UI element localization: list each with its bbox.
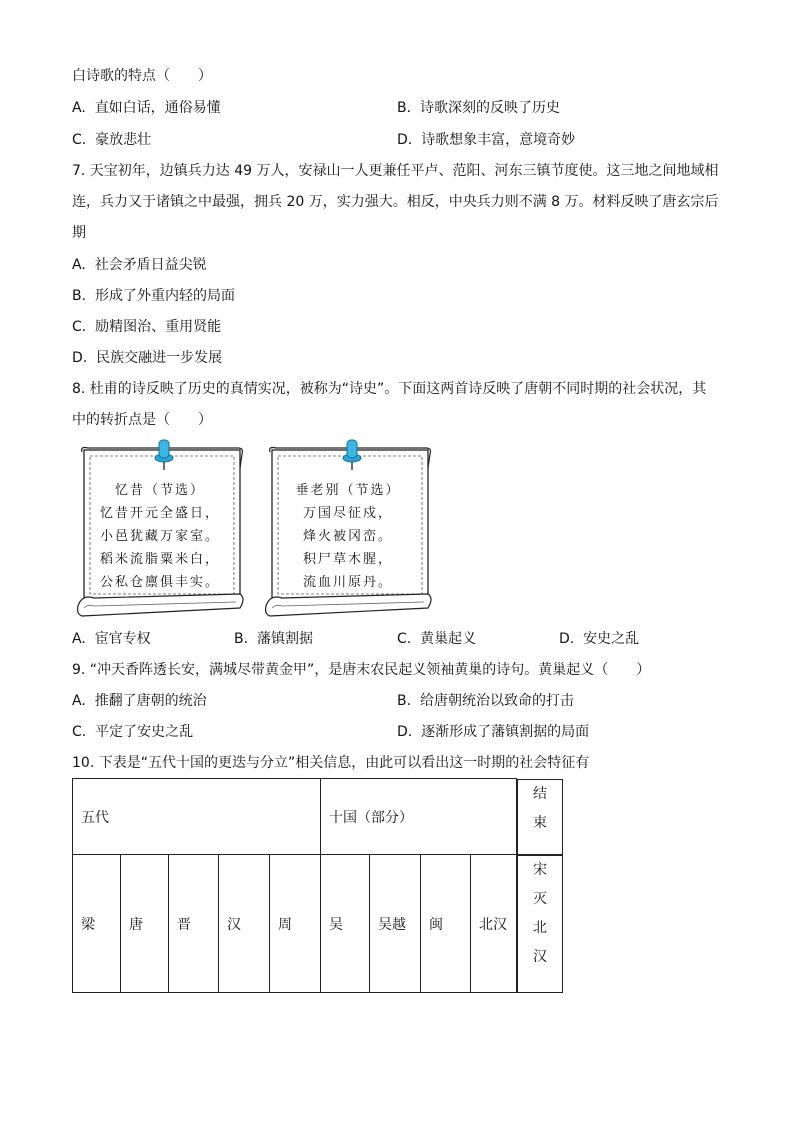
shiguo-cell: 闽 [421, 855, 471, 993]
q6-stem-tail: 白诗歌的特点（ ） [72, 68, 212, 84]
end-char-1: 宋 [533, 861, 547, 878]
option-label: A. [72, 100, 86, 116]
poem-2-line-4: 流血川原丹。 [302, 575, 393, 590]
q9-option-c[interactable] [72, 722, 193, 742]
q7-stem-line-1: 7. 天宝初年，边镇兵力达 49 万人，安禄山一人更兼任平卢、范阳、河东三镇节度使。这三地之间地域相 [72, 163, 719, 179]
q10-stem: 10. 下表是“五代十国的更迭与分立”相关信息，由此可以看出这一时期的社会特征有 [72, 755, 590, 771]
q8-stem-line-1: 8. 杜甫的诗反映了历史的真情实况，被称为“诗史”。下面这两首诗反映了唐朝不同时期的社会状况，其 [72, 381, 707, 397]
q9-stem: 9. “冲天香阵透长安，满城尽带黄金甲”，是唐末农民起义领袖黄巢的诗句。黄巢起义（ ） [72, 662, 651, 678]
q7-stem-line-2: 连，兵力又于诸镇之中最强，拥兵 20 万，实力强大。相反，中央兵力则不满 8 万。材料反映了唐玄宗后 [72, 194, 719, 210]
option-text: 社会矛盾日益尖锐 [94, 257, 207, 273]
shiguo-cell: 北汉 [471, 855, 517, 993]
option-label: D. [559, 631, 575, 647]
option-text: 民族交融进一步发展 [96, 350, 223, 366]
wudai-cell: 唐 [121, 855, 169, 993]
poem-1-line-4: 公私仓廪俱丰实。 [99, 575, 220, 590]
q8-stem-line-2: 中的转折点是（ ） [72, 412, 212, 428]
q7-option-d[interactable] [72, 348, 222, 368]
q6-option-a[interactable] [72, 98, 221, 118]
option-text: 推翻了唐朝的统治 [94, 693, 207, 709]
option-label: D. [397, 724, 413, 740]
option-text: 平定了安史之乱 [95, 724, 194, 740]
q7-stem-line-3: 期 [72, 225, 86, 241]
option-label: A. [72, 631, 86, 647]
end-cell [517, 855, 563, 993]
option-label: C. [72, 132, 87, 148]
option-text: 黄巢起义 [420, 631, 477, 647]
poem-2-line-2: 烽火被冈峦。 [302, 529, 393, 544]
q8-option-d[interactable] [559, 629, 639, 649]
q7-option-a[interactable] [72, 255, 207, 275]
option-text: 直如白话，通俗易懂 [94, 100, 221, 116]
shiguo-cell: 吴越 [370, 855, 421, 993]
option-label: B. [397, 100, 412, 116]
q7-option-b[interactable] [72, 286, 235, 306]
option-text: 安史之乱 [583, 631, 640, 647]
header-end [517, 779, 563, 855]
q9-option-a[interactable] [72, 691, 207, 711]
header-end-char-1: 结 [533, 785, 547, 802]
q8-option-a[interactable] [72, 629, 151, 649]
poem-1-line-1: 忆昔开元全盛日， [99, 506, 220, 521]
option-text: 藩镇割据 [256, 631, 313, 647]
q6-option-b[interactable] [397, 98, 560, 118]
option-text: 励精图治、重用贤能 [95, 319, 222, 335]
poem-scroll-2 [262, 438, 434, 622]
option-text: 诗歌深刻的反映了历史 [419, 100, 560, 116]
header-wudai: 五代 [73, 779, 321, 855]
wudai-cell: 晋 [169, 855, 219, 993]
q9-option-d[interactable] [397, 722, 589, 742]
option-text: 逐渐形成了藩镇割据的局面 [421, 724, 590, 740]
option-label: A. [72, 257, 86, 273]
wudai-cell: 汉 [219, 855, 270, 993]
poem-2-title: 垂老别（节选） [295, 483, 401, 498]
wudai-cell: 梁 [73, 855, 121, 993]
header-end-char-2: 束 [533, 814, 547, 831]
option-text: 给唐朝统治以致命的打击 [419, 693, 574, 709]
option-label: B. [397, 693, 412, 709]
q8-option-b[interactable] [234, 629, 313, 649]
end-char-2: 灭 [533, 890, 547, 907]
header-shiguo: 十国（部分） [321, 779, 517, 855]
poem-scroll-1 [74, 438, 246, 622]
option-label: C. [72, 319, 87, 335]
end-char-4: 汉 [533, 948, 547, 965]
option-label: D. [397, 132, 413, 148]
end-char-3: 北 [533, 919, 547, 936]
q9-option-b[interactable] [397, 691, 574, 711]
q6-option-c[interactable] [72, 130, 151, 150]
option-text: 豪放悲壮 [95, 132, 152, 148]
poem-2-line-3: 积尸草木腥， [302, 552, 393, 567]
option-label: B. [234, 631, 249, 647]
option-text: 形成了外重内轻的局面 [94, 288, 235, 304]
q6-option-d[interactable] [397, 130, 575, 150]
option-label: C. [397, 631, 412, 647]
poem-1-title: 忆昔（节选） [114, 483, 205, 498]
option-text: 诗歌想象丰富，意境奇妙 [421, 132, 576, 148]
option-label: D. [72, 350, 88, 366]
dynasty-table [72, 778, 564, 993]
poem-1-line-3: 稻米流脂粟米白， [99, 552, 220, 567]
q7-option-c[interactable] [72, 317, 221, 337]
wudai-cell: 周 [270, 855, 321, 993]
option-label: A. [72, 693, 86, 709]
option-label: B. [72, 288, 87, 304]
poem-1-line-2: 小邑犹藏万家室。 [99, 529, 220, 544]
poem-2-line-1: 万国尽征戍， [302, 506, 393, 521]
shiguo-cell: 吴 [321, 855, 370, 993]
q8-option-c[interactable] [397, 629, 476, 649]
option-label: C. [72, 724, 87, 740]
option-text: 宦官专权 [94, 631, 151, 647]
